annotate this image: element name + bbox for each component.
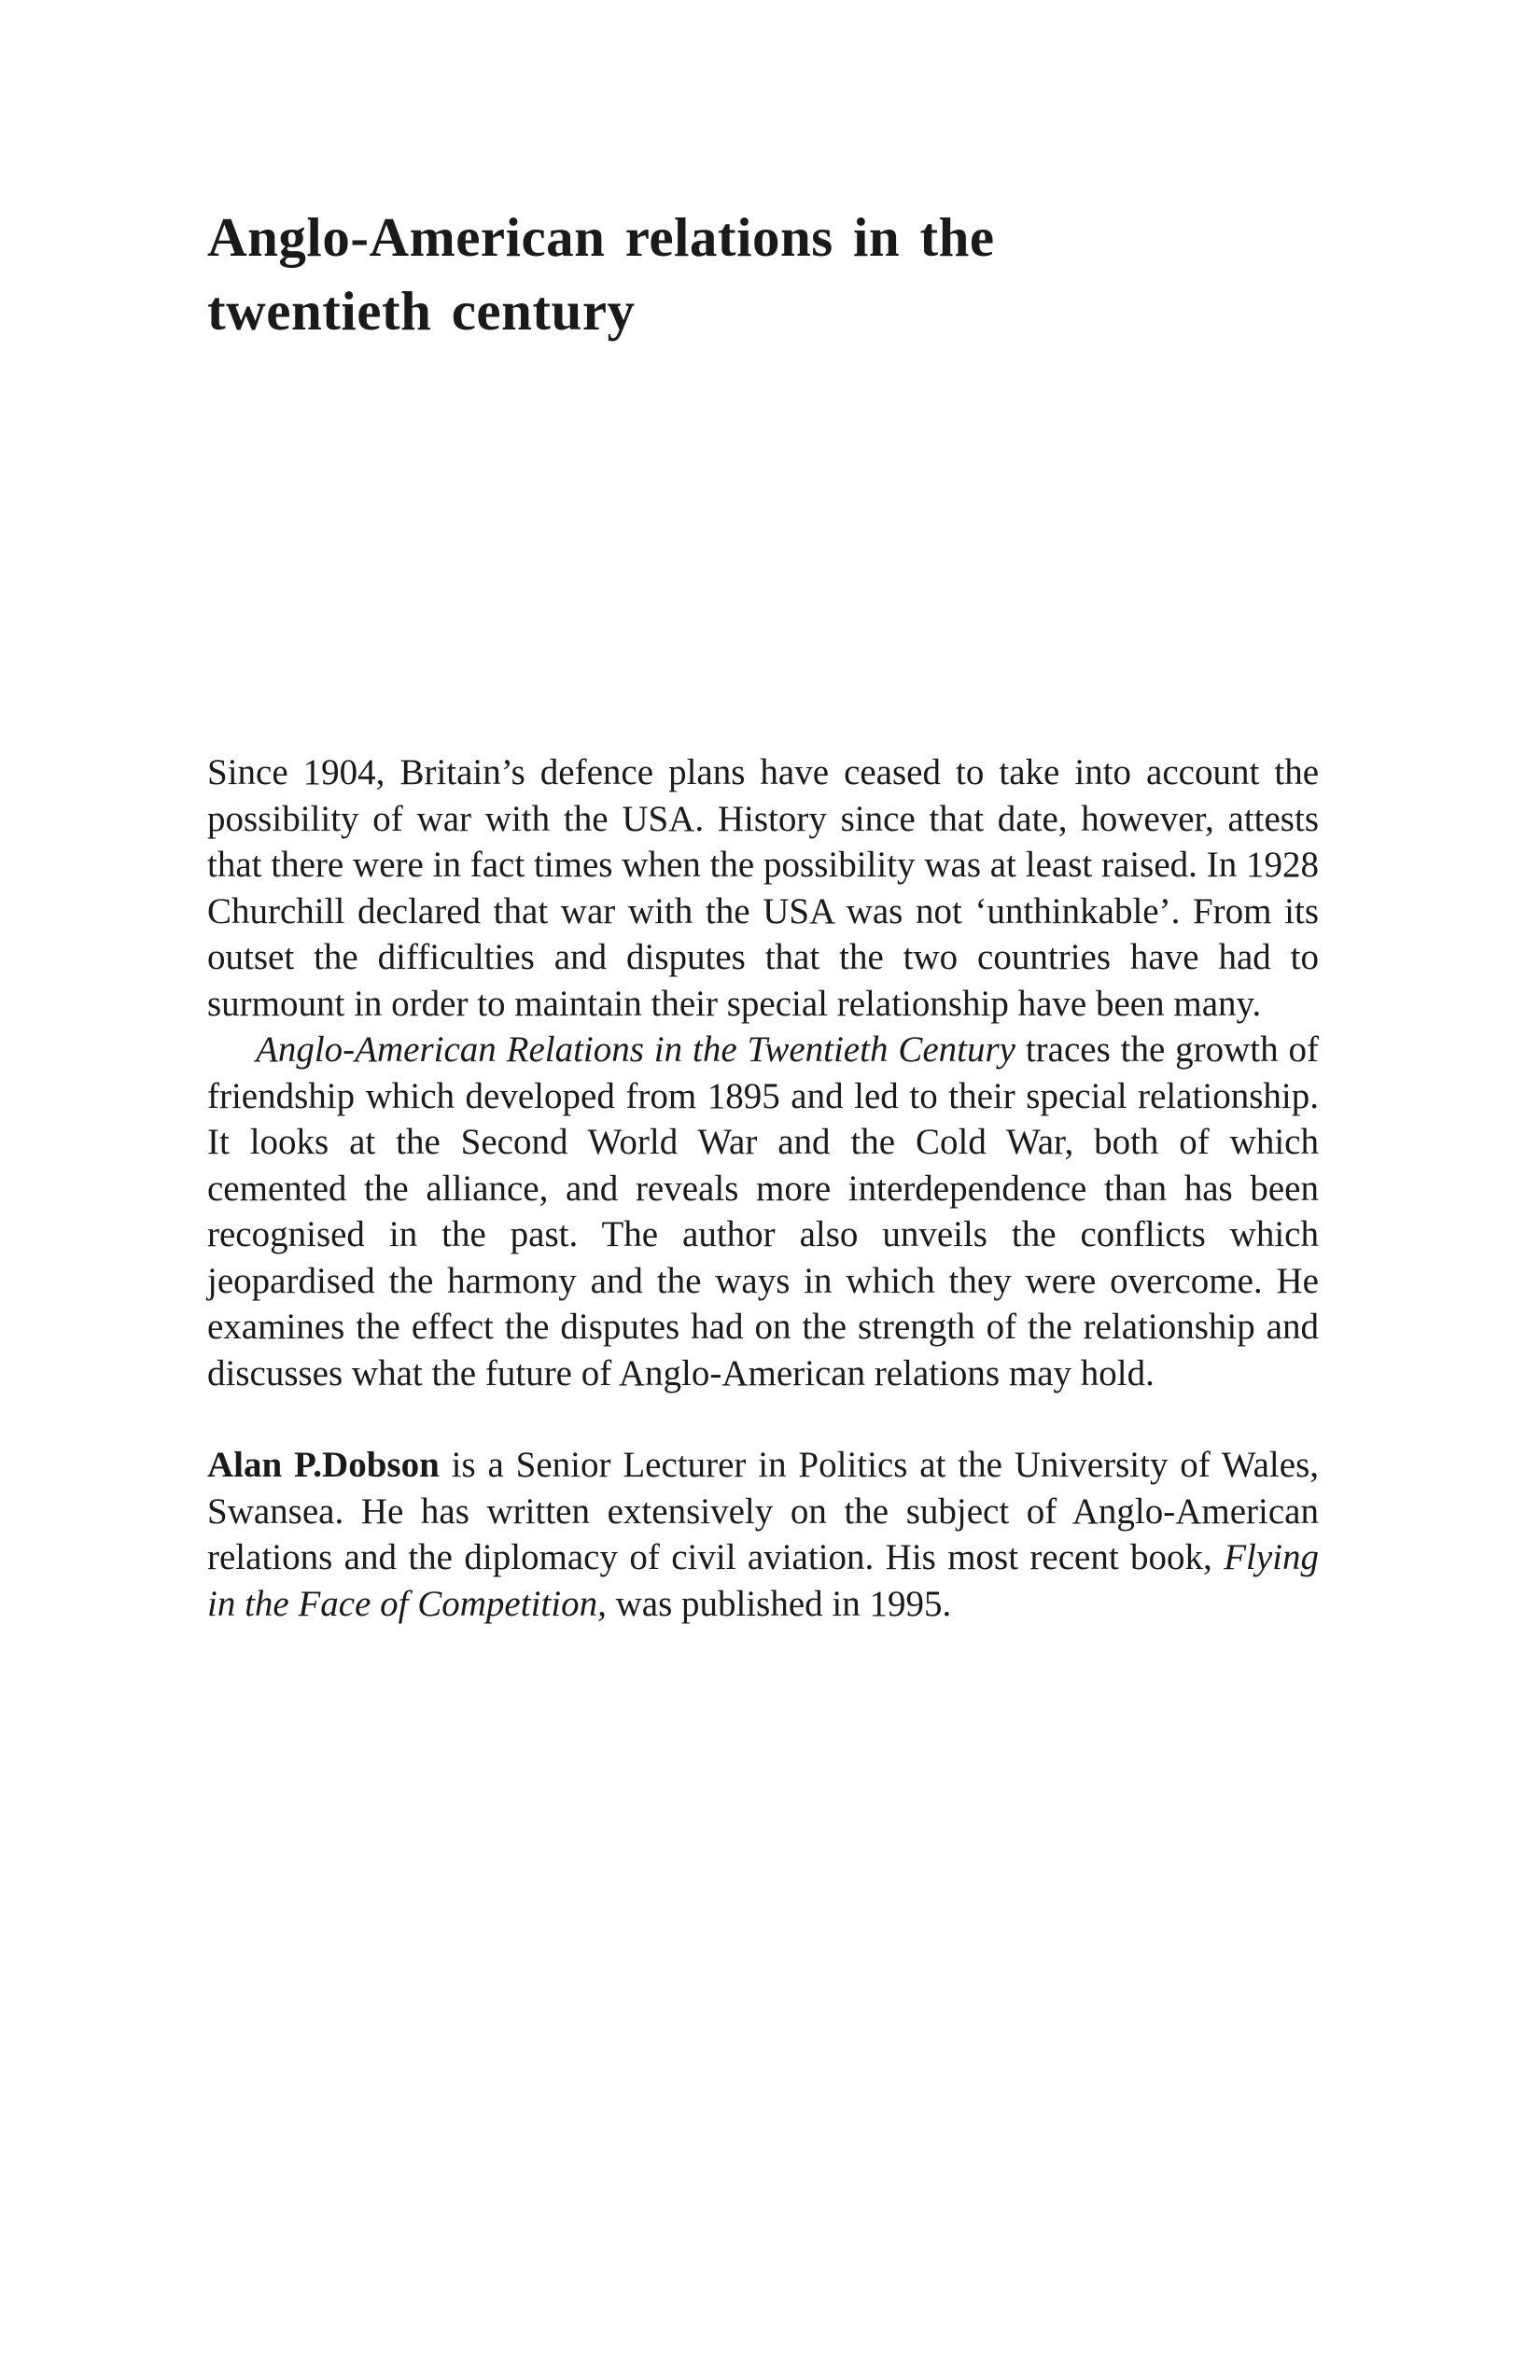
author-name: Alan P.Dobson (207, 1445, 440, 1485)
book-title-reference: Anglo-American Relations in the Twentieth Century (256, 1029, 1015, 1070)
blurb-body (207, 749, 1319, 1627)
blurb-paragraph-2-text: traces the growth of friendship which developed from 1895 and led to their special relationship. It looks at the Second World War and the Cold War, both of which cemented the alliance, and reveals more interdependence than has been recognised in the past. The author also unveils the conflicts which jeopardised the harmony and the ways in which they were overcome. He examines the effect the disputes had on the strength of the relationship and discusses what the future of Anglo-American relations may hold. (207, 1029, 1319, 1393)
author-bio-text-1: is a Senior Lecturer in Politics at the University of Wales, Swansea. He has written extensively on the subject of Anglo-American relations and the diplomacy of civil aviation. His most recent book, (207, 1445, 1319, 1577)
section-spacer (207, 1396, 1319, 1442)
title-line-1: Anglo-American relations in the (207, 206, 995, 268)
title-line-2: twentieth century (207, 280, 636, 342)
blurb-paragraph-2 (207, 1027, 1319, 1396)
author-bio-text-2: was published in 1995. (606, 1583, 952, 1624)
blurb-paragraph-1: Since 1904, Britain’s defence plans have ceased to take into account the possibility of war with the USA. History since that date, however, attests that there were in fact times when the possibility was at least raised. In 1928 Churchill declared that war with the USA was not ‘unthinkable’. From its outset the difficulties and disputes that the two countries have had to surmount in order to maintain their special relationship have been many. (207, 752, 1319, 1024)
page-title (207, 201, 1327, 348)
author-bio (207, 1442, 1319, 1627)
author-recent-book-title: Flying in the Face of Competition, (207, 1537, 1319, 1624)
